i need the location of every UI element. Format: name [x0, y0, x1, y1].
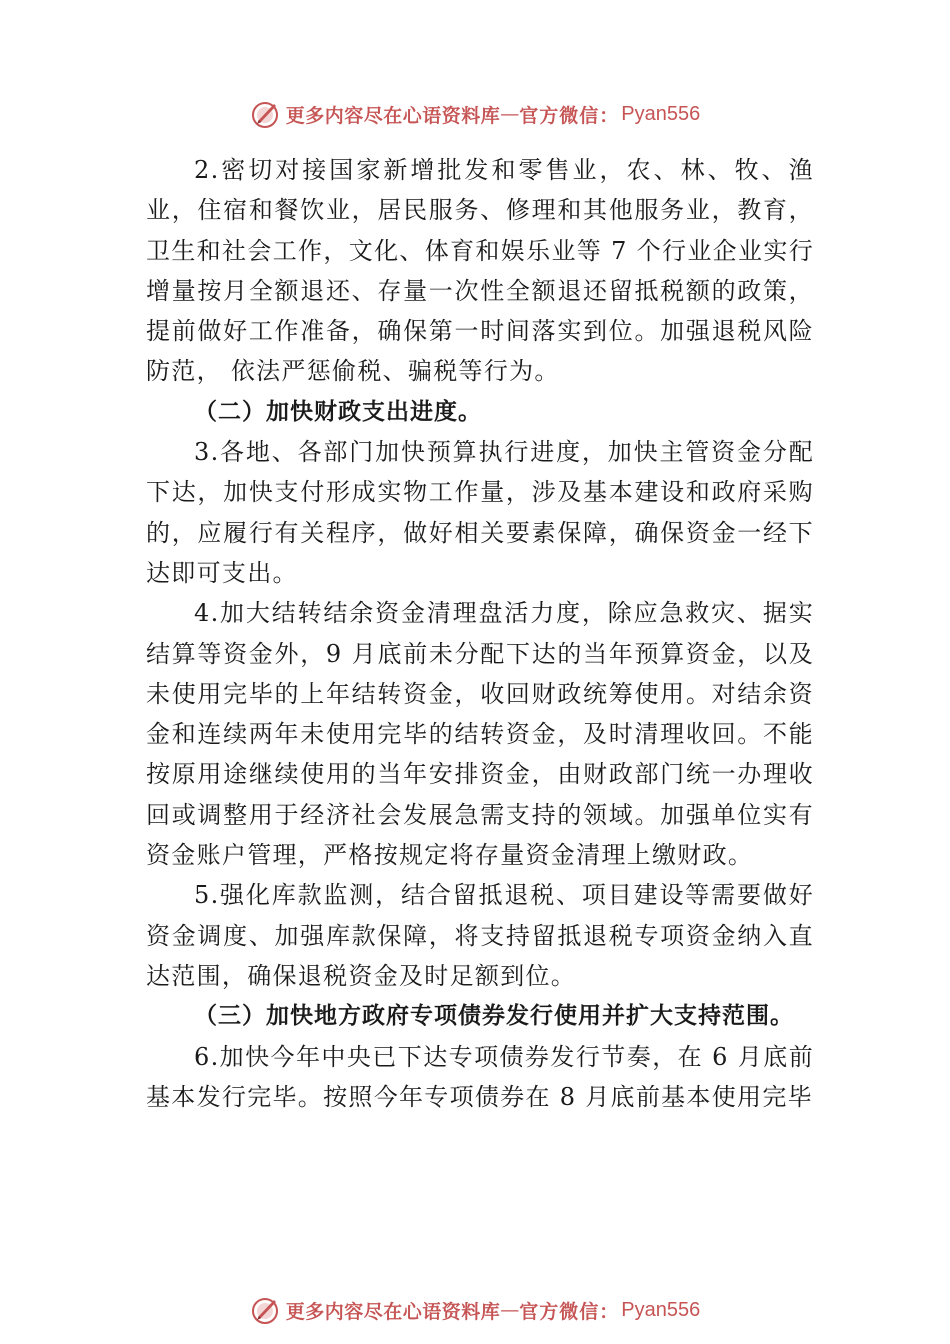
banner-wechat-label: 官方微信： — [519, 104, 620, 127]
paragraph-item-6: 6.加快今年中央已下达专项债券发行节奏，在 6 月底前基本发行完毕。按照今年专项债券在 8 月底前基本使用完毕 — [146, 1042, 814, 1111]
quill-logo-icon — [250, 99, 280, 129]
banner-wechat-id: Pyan556 — [621, 102, 701, 125]
paragraph-item-4: 4.加大结转结余资金清理盘活力度，除应急救灾、据实结算等资金外，9 月底前未分配下达的当年预算资金，以及未使用完毕的上年结转资金，收回财政统筹使用。对结余资金和连续两年未使用完毕的结转资金，及时清理收回。不能按原用途继续使用的当年安排资金，由财政部门统一办理收回或调整用于经济社会发展急需支持的领域。加强单位实有资金账户管理，严格按规定将存量资金清理上缴财政。 — [146, 599, 814, 870]
section-heading-3: （三）加快地方政府专项债券发行使用并扩大支持范围。 — [194, 1002, 794, 1030]
paragraph-item-5: 5.强化库款监测，结合留抵退税、项目建设等需要做好资金调度、加强库款保障，将支持留抵退税专项资金纳入直达范围，确保退税资金及时足额到位。 — [146, 881, 814, 990]
banner-wechat-label: 官方微信： — [519, 1300, 620, 1323]
document-body — [146, 150, 814, 1117]
footer-watermark-banner — [0, 1290, 950, 1330]
banner-brand-text: 更多内容尽在心语资料库 — [285, 1300, 501, 1323]
banner-brand-text: 更多内容尽在心语资料库 — [285, 104, 501, 127]
paragraph-item-3: 3.各地、各部门加快预算执行进度，加快主管资金分配下达，加快支付形成实物工作量，涉及基本建设和政府采购的，应履行有关程序，做好相关要素保障，确保资金一经下达即可支出。 — [146, 438, 814, 587]
header-watermark-banner — [0, 94, 950, 134]
paragraph-item-2: 2.密切对接国家新增批发和零售业，农、林、牧、渔业，住宿和餐饮业，居民服务、修理和其他服务业，教育，卫生和社会工作，文化、体育和娱乐业等 7 个行业企业实行增量按月全额退还、存量一次性全额退还留抵税额的政策，提前做好工作准备，确保第一时间落实到位。加强退税风险防范， 依法严惩偷税、骗税等行为。 — [146, 156, 814, 386]
banner-dash: — — [500, 103, 520, 125]
banner-dash: — — [500, 1299, 520, 1321]
quill-logo-icon — [250, 1295, 280, 1325]
section-heading-2: （二）加快财政支出进度。 — [194, 397, 482, 425]
banner-wechat-id: Pyan556 — [621, 1298, 701, 1321]
